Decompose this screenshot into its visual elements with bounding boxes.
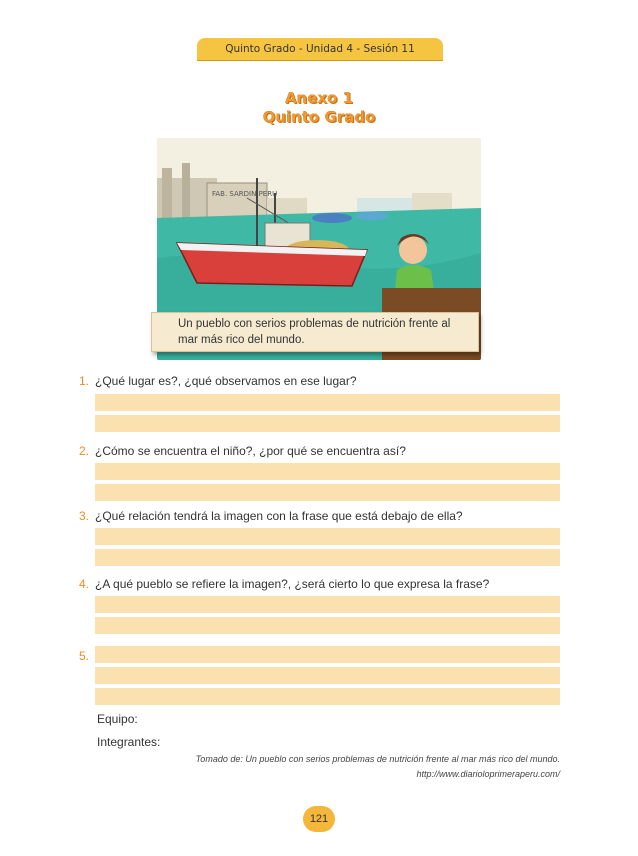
answer-line[interactable] — [95, 549, 560, 566]
factory-sign: FAB. SARDIN PERU — [212, 190, 278, 198]
answer-line[interactable] — [95, 463, 560, 480]
question-number: 5. — [79, 649, 90, 663]
question-4 — [79, 577, 489, 591]
answer-line[interactable] — [95, 596, 560, 613]
members-label: Integrantes: — [97, 735, 161, 749]
source-credit: Tomado de: Un pueblo con serios problemas de nutrición frente al mar más rico del mundo. — [195, 754, 560, 764]
answer-area-2 — [95, 463, 560, 505]
illustration-caption — [151, 312, 479, 352]
question-number: 1. — [79, 374, 90, 388]
header-tab — [197, 38, 443, 60]
answer-area-4 — [95, 596, 560, 638]
question-3 — [79, 509, 463, 523]
answer-line[interactable] — [95, 484, 560, 501]
question-5 — [79, 649, 95, 663]
caption-text: Un pueblo con serios problemas de nutrición frente al mar más rico del mundo. — [178, 318, 451, 346]
question-text: ¿Cómo se encuentra el niño?, ¿por qué se encuentra así? — [95, 444, 406, 458]
question-number: 3. — [79, 509, 90, 523]
page-subtitle: Quinto Grado — [262, 108, 376, 126]
answer-line[interactable] — [95, 646, 560, 663]
answer-line[interactable] — [95, 394, 560, 411]
answer-area-5 — [95, 646, 560, 709]
question-2 — [79, 444, 406, 458]
team-label: Equipo: — [97, 712, 138, 726]
answer-area-3 — [95, 528, 560, 570]
source-url[interactable]: http://www.diarioloprimeraperu.com/ — [416, 769, 560, 779]
answer-line[interactable] — [95, 688, 560, 705]
page-number — [303, 806, 335, 832]
question-number: 4. — [79, 577, 90, 591]
page-number-text: 121 — [309, 813, 329, 825]
answer-area-1 — [95, 394, 560, 436]
header-text: Quinto Grado - Unidad 4 - Sesión 11 — [225, 43, 415, 55]
answer-line[interactable] — [95, 667, 560, 684]
answer-line[interactable] — [95, 617, 560, 634]
question-1 — [79, 374, 357, 388]
question-text: ¿Qué relación tendrá la imagen con la frase que está debajo de ella? — [95, 509, 463, 523]
question-text: ¿Qué lugar es?, ¿qué observamos en ese lugar? — [95, 374, 357, 388]
question-text: ¿A qué pueblo se refiere la imagen?, ¿será cierto lo que expresa la frase? — [95, 577, 490, 591]
answer-line[interactable] — [95, 415, 560, 432]
question-number: 2. — [79, 444, 90, 458]
page-title: Anexo 1 — [284, 89, 354, 107]
answer-line[interactable] — [95, 528, 560, 545]
